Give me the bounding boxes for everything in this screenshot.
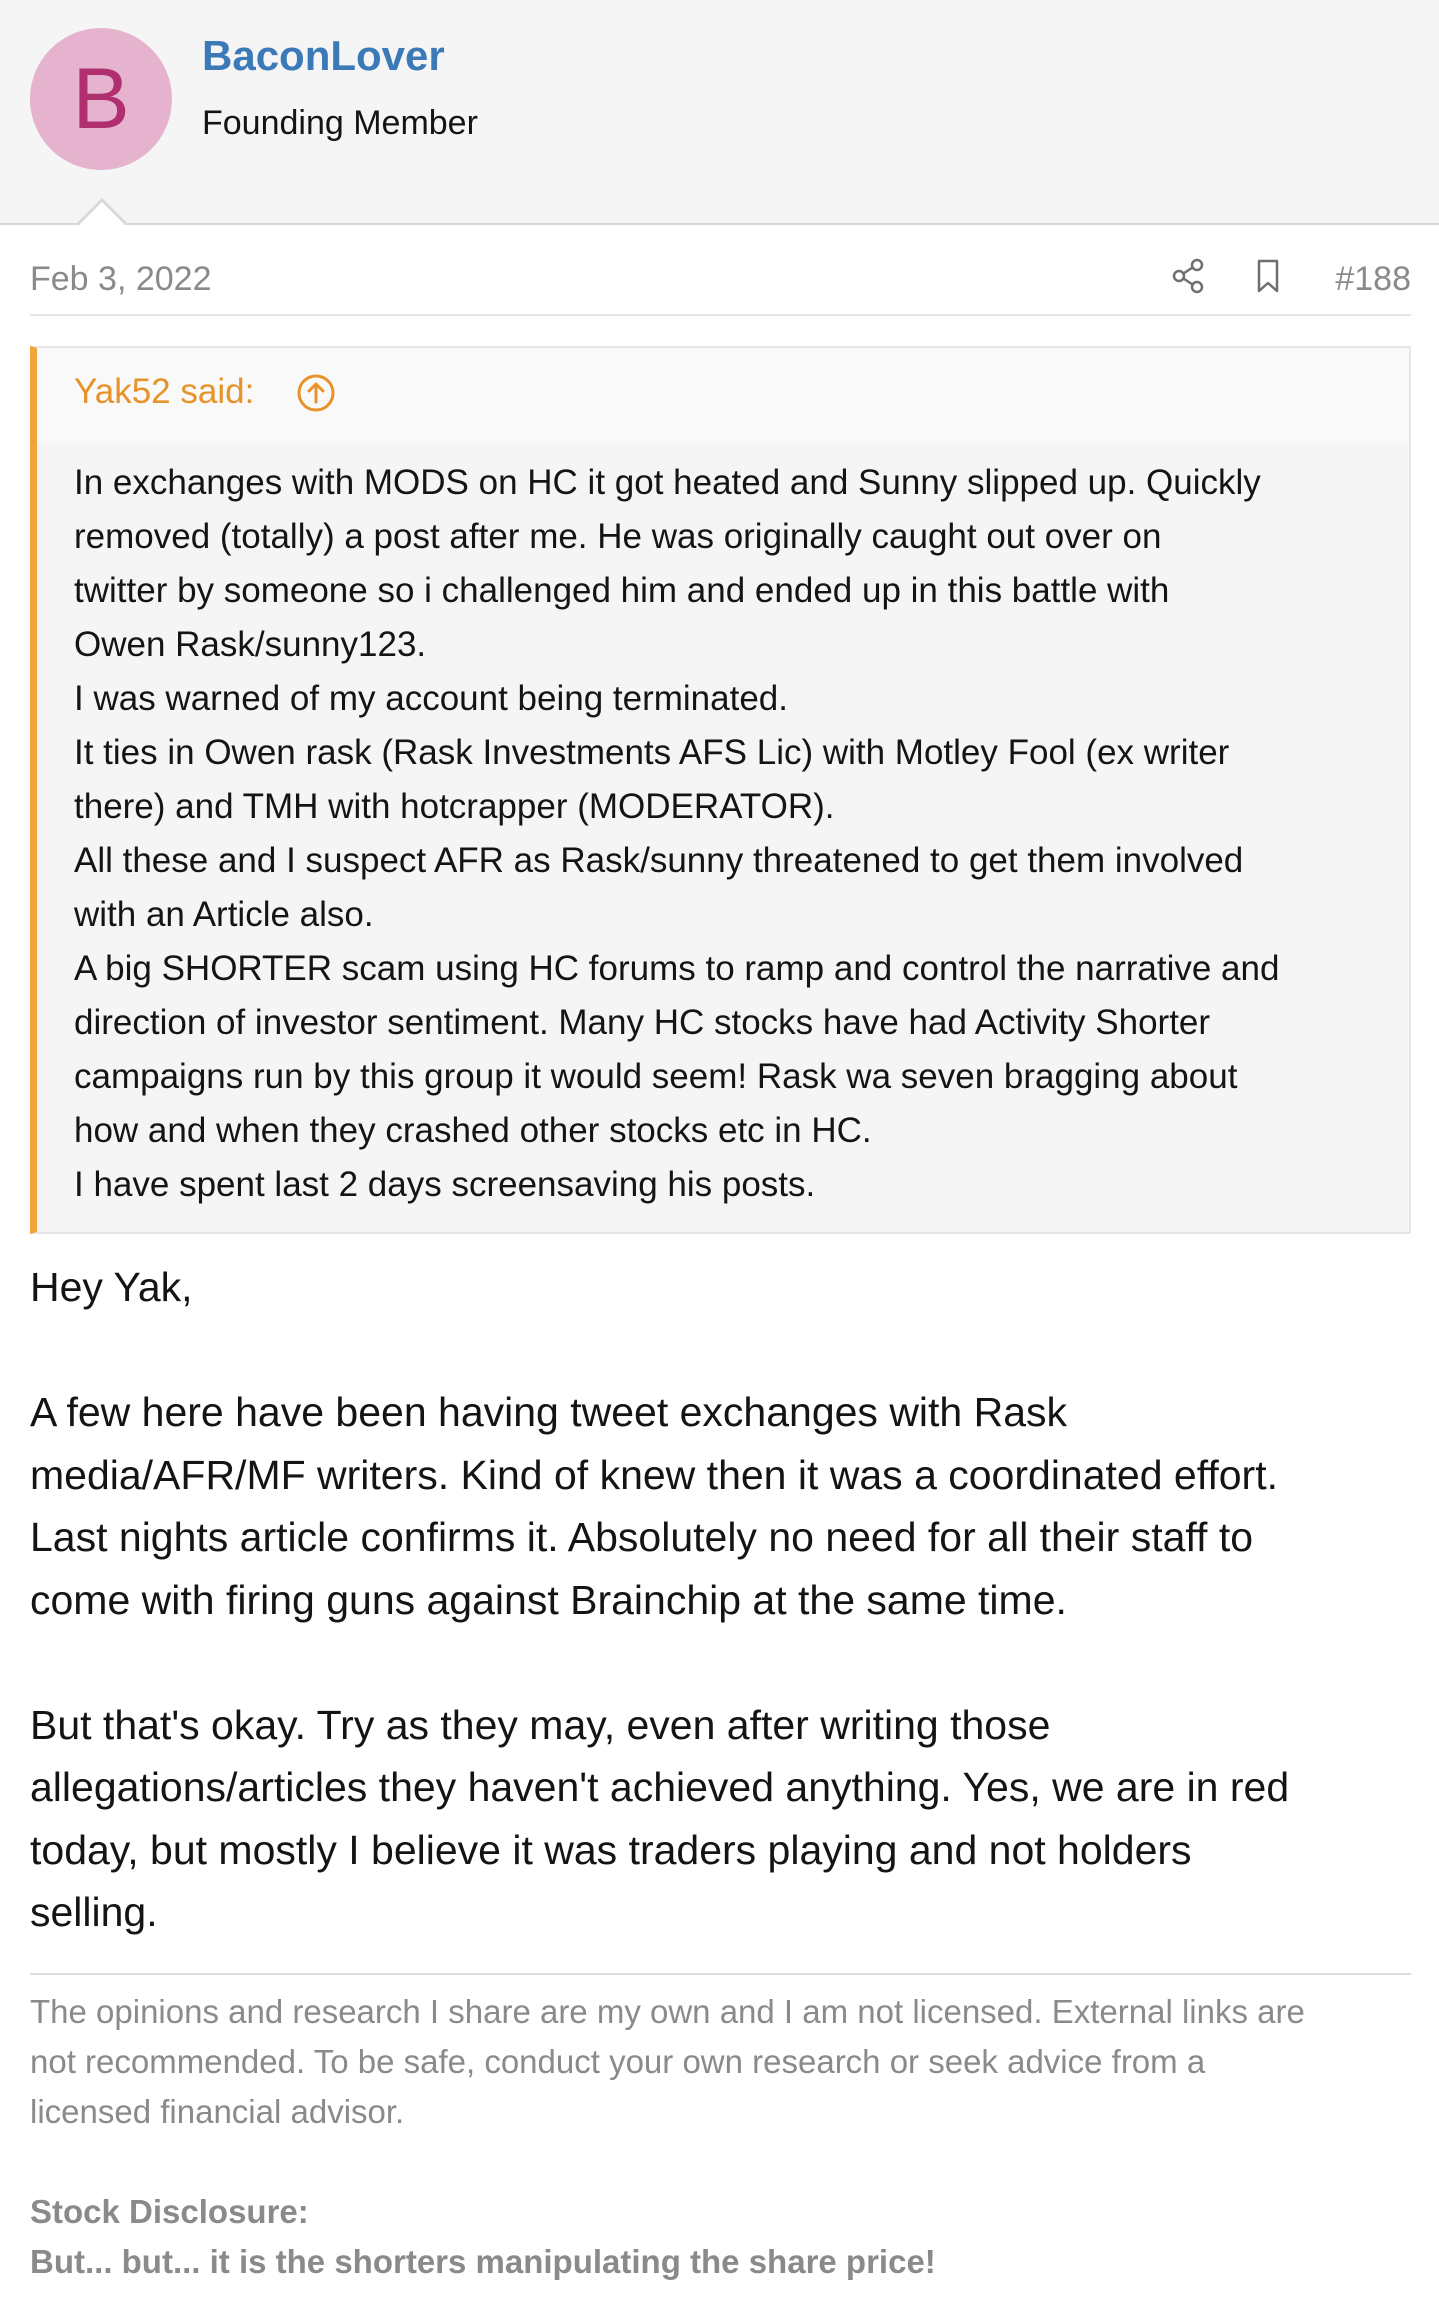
stock-disclosure-text: But... but... it is the shorters manipulating the share price! bbox=[30, 2243, 936, 2280]
quote-line: All these and I suspect AFR as Rask/sunny threatened to get them involved bbox=[74, 841, 1244, 880]
quote-line: It ties in Owen rask (Rask Investments AFS Lic) with Motley Fool (ex writer bbox=[74, 733, 1230, 772]
signature-disclaimer-line: The opinions and research I share are my own and I am not licensed. External links are bbox=[30, 1993, 1305, 2030]
message-line: allegations/articles they haven't achieved anything. Yes, we are in red bbox=[30, 1764, 1290, 1810]
quote-line: removed (totally) a post after me. He was originally caught out over on bbox=[74, 517, 1162, 556]
message-body bbox=[30, 1256, 1420, 1944]
quote-body bbox=[74, 456, 1404, 1212]
quote-author-link[interactable]: Yak52 said: bbox=[74, 372, 255, 411]
post-number-link[interactable]: #188 bbox=[1335, 260, 1411, 298]
quote-line: A big SHORTER scam using HC forums to ramp and control the narrative and bbox=[74, 949, 1280, 988]
quote-line: campaigns run by this group it would seem! Rask wa seven bragging about bbox=[74, 1057, 1238, 1096]
post-meta-bar bbox=[30, 250, 1411, 316]
username-link[interactable]: BaconLover bbox=[202, 32, 445, 79]
arrow-up-circle-icon[interactable] bbox=[295, 372, 337, 414]
quote-block bbox=[30, 346, 1411, 1234]
quote-line: twitter by someone so i challenged him and ended up in this battle with bbox=[74, 571, 1170, 610]
stock-disclosure-label: Stock Disclosure: bbox=[30, 2193, 309, 2230]
post-date[interactable]: Feb 3, 2022 bbox=[30, 260, 212, 298]
message-line: today, but mostly I believe it was traders playing and not holders bbox=[30, 1826, 1192, 1873]
message-line: selling. bbox=[30, 1889, 158, 1935]
quote-line: In exchanges with MODS on HC it got heated and Sunny slipped up. Quickly bbox=[74, 463, 1261, 502]
share-icon[interactable] bbox=[1168, 256, 1208, 296]
user-title: Founding Member bbox=[202, 104, 478, 142]
quote-line: there) and TMH with hotcrapper (MODERATOR). bbox=[74, 787, 835, 826]
header-pointer-inner bbox=[79, 202, 125, 225]
paragraph-gap bbox=[30, 1319, 1420, 1382]
quote-line: direction of investor sentiment. Many HC stocks have had Activity Shorter bbox=[74, 1003, 1211, 1042]
message-line: come with firing guns against Brainchip at the same time. bbox=[30, 1576, 1067, 1623]
quote-line: with an Article also. bbox=[74, 895, 374, 934]
quote-header bbox=[37, 348, 1409, 443]
paragraph-gap bbox=[30, 1631, 1420, 1694]
message-line: But that's okay. Try as they may, even after writing those bbox=[30, 1701, 1051, 1748]
bookmark-icon[interactable] bbox=[1248, 256, 1288, 296]
signature bbox=[30, 1973, 1411, 2287]
signature-disclaimer-line: not recommended. To be safe, conduct your own research or seek advice from a bbox=[30, 2043, 1206, 2080]
quote-line: I was warned of my account being terminated. bbox=[74, 679, 788, 718]
user-header bbox=[0, 0, 1439, 225]
avatar[interactable]: B bbox=[30, 28, 172, 170]
signature-gap bbox=[30, 2137, 1411, 2187]
signature-disclaimer-line: licensed financial advisor. bbox=[30, 2093, 405, 2130]
message-greeting: Hey Yak, bbox=[30, 1264, 193, 1310]
message-line: A few here have been having tweet exchanges with Rask bbox=[30, 1389, 1068, 1435]
quote-line: I have spent last 2 days screensaving his posts. bbox=[74, 1165, 816, 1204]
quote-line: Owen Rask/sunny123. bbox=[74, 625, 427, 664]
message-line: media/AFR/MF writers. Kind of knew then it was a coordinated effort. bbox=[30, 1451, 1278, 1498]
quote-line: how and when they crashed other stocks etc in HC. bbox=[74, 1111, 872, 1150]
message-line: Last nights article confirms it. Absolutely no need for all their staff to bbox=[30, 1514, 1254, 1560]
